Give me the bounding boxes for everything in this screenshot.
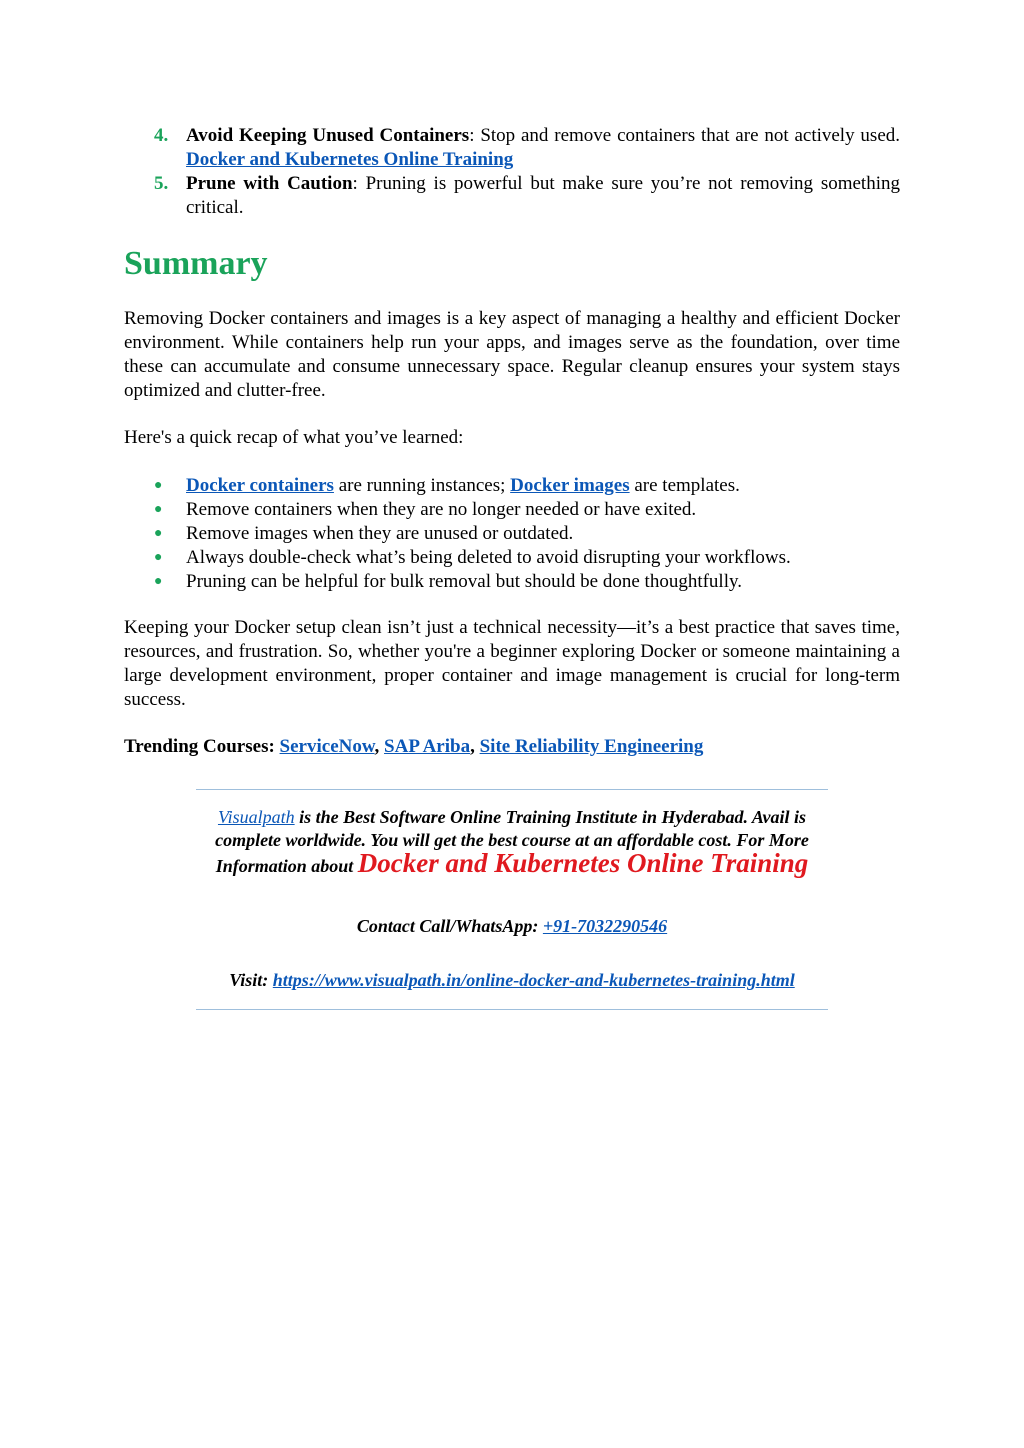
step-text: : Stop and remove containers that are not actively used. xyxy=(469,125,900,146)
contact-label: Contact Call/WhatsApp: xyxy=(356,916,543,936)
bullet-icon: ● xyxy=(154,574,163,589)
bullet-text: Pruning can be helpful for bulk removal but should be done thoughtfully. xyxy=(186,571,743,592)
docker-containers-link[interactable]: Docker containers xyxy=(186,475,334,496)
list-item xyxy=(124,498,900,522)
promo-line: is the Best Software Online Training Institute in Hyderabad. Avail is complete worldwide. You will get the best course at an affordable cost. For More Information about xyxy=(215,807,809,876)
docker-images-link[interactable]: Docker images xyxy=(510,475,630,496)
list-item xyxy=(124,172,900,220)
bullet-text: Remove containers when they are no longer needed or have exited. xyxy=(186,499,697,520)
promo-box xyxy=(196,789,828,1010)
separator: , xyxy=(374,736,385,757)
bullet-text: are running instances; xyxy=(333,475,511,496)
recap-list xyxy=(124,474,900,594)
list-number: 5. xyxy=(154,173,169,194)
list-item xyxy=(124,124,900,172)
visit-label: Visit: xyxy=(229,970,273,990)
bullet-text: are templates. xyxy=(629,475,740,496)
bullet-text: Remove images when they are unused or outdated. xyxy=(186,523,574,544)
step-text: : Pruning is powerful but make sure you’re not removing something critical. xyxy=(186,173,900,218)
list-number: 4. xyxy=(154,125,169,146)
trending-label: Trending Courses: xyxy=(124,736,275,757)
summary-paragraph-1: Removing Docker containers and images is a key aspect of managing a healthy and efficient Docker environment. While containers help run your apps, and images serve as the foundation, over time these can accumulate and consume unnecessary space. Regular cleanup ensures your system stays optimized and clutter-free. xyxy=(124,308,900,401)
step-title: Avoid Keeping Unused Containers xyxy=(186,125,470,146)
phone-link[interactable]: +91-7032290546 xyxy=(542,916,668,936)
list-item xyxy=(124,522,900,546)
contact-line xyxy=(196,914,828,938)
bullet-text: Always double-check what’s being deleted to avoid disrupting your workflows. xyxy=(186,547,791,568)
docker-kubernetes-training-link[interactable]: Docker and Kubernetes Online Training xyxy=(186,149,514,170)
bullet-icon: ● xyxy=(154,526,163,541)
summary-heading: Summary xyxy=(124,245,268,282)
visualpath-link[interactable]: Visualpath xyxy=(217,807,295,827)
trending-courses xyxy=(124,735,900,759)
bullet-icon: ● xyxy=(154,502,163,517)
separator: , xyxy=(470,736,480,757)
visit-line xyxy=(196,968,828,992)
promo-course-title: Docker and Kubernetes Online Training xyxy=(357,848,809,878)
best-practices-list xyxy=(124,124,900,220)
list-item xyxy=(124,474,900,498)
bullet-icon: ● xyxy=(154,478,163,493)
closing-paragraph: Keeping your Docker setup clean isn’t just a technical necessity—it’s a best practice that saves time, resources, and frustration. So, whether you're a beginner exploring Docker or someone maintaining a large development environment, proper container and image management is crucial for long-term success. xyxy=(124,617,900,710)
bullet-icon: ● xyxy=(154,550,163,565)
promo-text xyxy=(196,806,828,878)
site-reliability-engineering-link[interactable]: Site Reliability Engineering xyxy=(479,736,704,757)
website-link[interactable]: https://www.visualpath.in/online-docker-and-kubernetes-training.html xyxy=(272,970,795,990)
sap-ariba-link[interactable]: SAP Ariba xyxy=(384,736,471,757)
list-item xyxy=(124,546,900,570)
list-item xyxy=(124,570,900,594)
servicenow-link[interactable]: ServiceNow xyxy=(279,736,375,757)
step-title: Prune with Caution xyxy=(186,173,353,194)
recap-intro: Here's a quick recap of what you’ve learned: xyxy=(124,427,464,448)
